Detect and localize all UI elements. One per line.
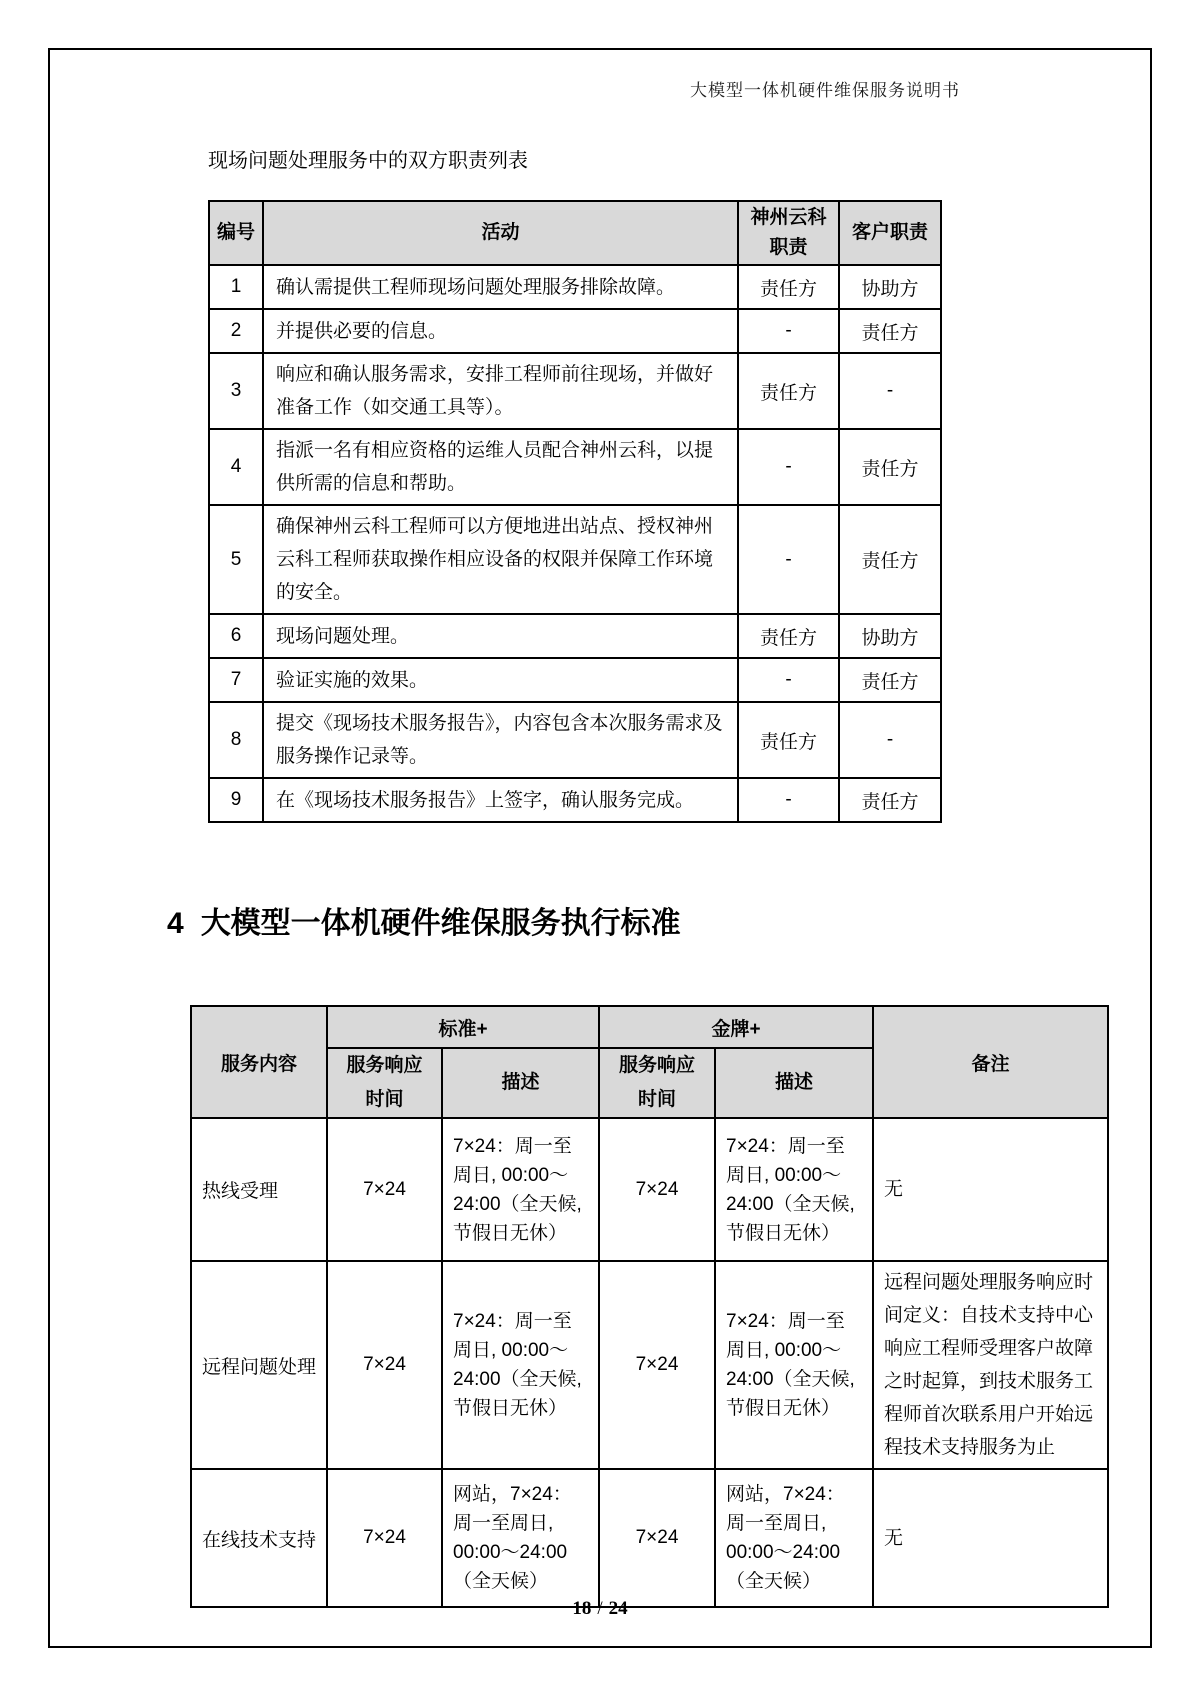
- col-header-standard-description: 描述: [442, 1048, 599, 1118]
- document-header-title: 大模型一体机硬件维保服务说明书: [690, 81, 960, 100]
- vendor-duty-cell: -: [738, 309, 839, 353]
- row-number: 2: [209, 309, 263, 353]
- col-header-customer-duty: 客户职责: [839, 201, 941, 265]
- table-row: [191, 1261, 1108, 1469]
- row-number: 4: [209, 429, 263, 505]
- row-number: 1: [209, 265, 263, 309]
- customer-duty-cell: 责任方: [839, 505, 941, 614]
- table-row: [209, 353, 941, 429]
- col-header-number: 编号: [209, 201, 263, 265]
- col-header-gold-plus: 金牌+: [599, 1006, 873, 1048]
- row-number: 9: [209, 778, 263, 822]
- service-content-cell: 远程问题处理: [191, 1261, 327, 1469]
- table-row: [209, 265, 941, 309]
- table-row: [209, 505, 941, 614]
- col-header-activity: 活动: [263, 201, 738, 265]
- activity-cell: 验证实施的效果。: [263, 658, 738, 702]
- table-row: [209, 309, 941, 353]
- standard-description-cell: 7×24：周一至周日, 00:00～24:00（全天候, 节假日无休）: [442, 1261, 599, 1469]
- gold-description-cell: 7×24：周一至周日, 00:00～24:00（全天候, 节假日无休）: [715, 1261, 873, 1469]
- sla-table-header-row-1: [191, 1006, 1108, 1048]
- table-row: [209, 702, 941, 778]
- col-header-standard-response-time: 服务响应时间: [327, 1048, 442, 1118]
- vendor-duty-cell: -: [738, 505, 839, 614]
- table-row: [209, 429, 941, 505]
- standard-response-cell: 7×24: [327, 1261, 442, 1469]
- sla-table: [190, 1005, 1109, 1608]
- row-number: 6: [209, 614, 263, 658]
- vendor-duty-cell: -: [738, 429, 839, 505]
- activity-cell: 提交《现场技术服务报告》，内容包含本次服务需求及服务操作记录等。: [263, 702, 738, 778]
- standard-description-cell: 7×24：周一至周日, 00:00～24:00（全天候, 节假日无休）: [442, 1118, 599, 1261]
- customer-duty-cell: 责任方: [839, 309, 941, 353]
- vendor-duty-cell: -: [738, 778, 839, 822]
- customer-duty-cell: 责任方: [839, 658, 941, 702]
- vendor-duty-cell: 责任方: [738, 614, 839, 658]
- gold-description-cell: 7×24：周一至周日, 00:00～24:00（全天候, 节假日无休）: [715, 1118, 873, 1261]
- activity-cell: 响应和确认服务需求，安排工程师前往现场，并做好准备工作（如交通工具等）。: [263, 353, 738, 429]
- customer-duty-cell: 责任方: [839, 429, 941, 505]
- total-page-number: 24: [608, 1598, 628, 1619]
- customer-duty-cell: 责任方: [839, 778, 941, 822]
- vendor-duty-cell: 责任方: [738, 702, 839, 778]
- remark-cell: 无: [873, 1118, 1108, 1261]
- activity-cell: 确认需提供工程师现场问题处理服务排除故障。: [263, 265, 738, 309]
- row-number: 8: [209, 702, 263, 778]
- service-content-cell: 热线受理: [191, 1118, 327, 1261]
- gold-response-cell: 7×24: [599, 1469, 715, 1607]
- responsibility-table: [208, 200, 942, 823]
- col-header-service-content: 服务内容: [191, 1006, 327, 1118]
- responsibility-table-header-row: [209, 201, 941, 265]
- activity-cell: 并提供必要的信息。: [263, 309, 738, 353]
- activity-cell: 指派一名有相应资格的运维人员配合神州云科，以提供所需的信息和帮助。: [263, 429, 738, 505]
- col-header-vendor-duty: 神州云科职责: [738, 201, 839, 265]
- customer-duty-cell: -: [839, 702, 941, 778]
- customer-duty-cell: 协助方: [839, 614, 941, 658]
- page-footer: [0, 1598, 1200, 1620]
- row-number: 3: [209, 353, 263, 429]
- vendor-duty-cell: 责任方: [738, 353, 839, 429]
- activity-cell: 确保神州云科工程师可以方便地进出站点、授权神州云科工程师获取操作相应设备的权限并保障工作环境的安全。: [263, 505, 738, 614]
- table-row: [209, 658, 941, 702]
- row-number: 7: [209, 658, 263, 702]
- service-content-cell: 在线技术支持: [191, 1469, 327, 1607]
- table-row: [191, 1469, 1108, 1607]
- standard-response-cell: 7×24: [327, 1118, 442, 1261]
- col-header-gold-description: 描述: [715, 1048, 873, 1118]
- vendor-duty-cell: 责任方: [738, 265, 839, 309]
- table-row: [209, 614, 941, 658]
- col-header-standard-plus: 标准+: [327, 1006, 599, 1048]
- current-page-number: 18: [572, 1598, 592, 1619]
- section-number: 4: [167, 907, 184, 940]
- standard-description-cell: 网站，7×24：周一至周日, 00:00～24:00（全天候）: [442, 1469, 599, 1607]
- activity-cell: 现场问题处理。: [263, 614, 738, 658]
- gold-description-cell: 网站，7×24：周一至周日, 00:00～24:00（全天候）: [715, 1469, 873, 1607]
- customer-duty-cell: 协助方: [839, 265, 941, 309]
- page-number-separator: /: [597, 1598, 603, 1619]
- gold-response-cell: 7×24: [599, 1261, 715, 1469]
- col-header-remark: 备注: [873, 1006, 1108, 1118]
- section-heading: [167, 898, 681, 942]
- remark-cell: 无: [873, 1469, 1108, 1607]
- customer-duty-cell: -: [839, 353, 941, 429]
- intro-paragraph: 现场问题处理服务中的双方职责列表: [208, 150, 528, 172]
- remark-cell: 远程问题处理服务响应时间定义：自技术支持中心响应工程师受理客户故障之时起算，到技术服务工程师首次联系用户开始远程技术支持服务为止: [873, 1261, 1108, 1469]
- col-header-gold-response-time: 服务响应时间: [599, 1048, 715, 1118]
- table-row: [209, 778, 941, 822]
- section-title: 大模型一体机硬件维保服务执行标准: [200, 907, 681, 940]
- row-number: 5: [209, 505, 263, 614]
- gold-response-cell: 7×24: [599, 1118, 715, 1261]
- vendor-duty-cell: -: [738, 658, 839, 702]
- standard-response-cell: 7×24: [327, 1469, 442, 1607]
- activity-cell: 在《现场技术服务报告》上签字，确认服务完成。: [263, 778, 738, 822]
- table-row: [191, 1118, 1108, 1261]
